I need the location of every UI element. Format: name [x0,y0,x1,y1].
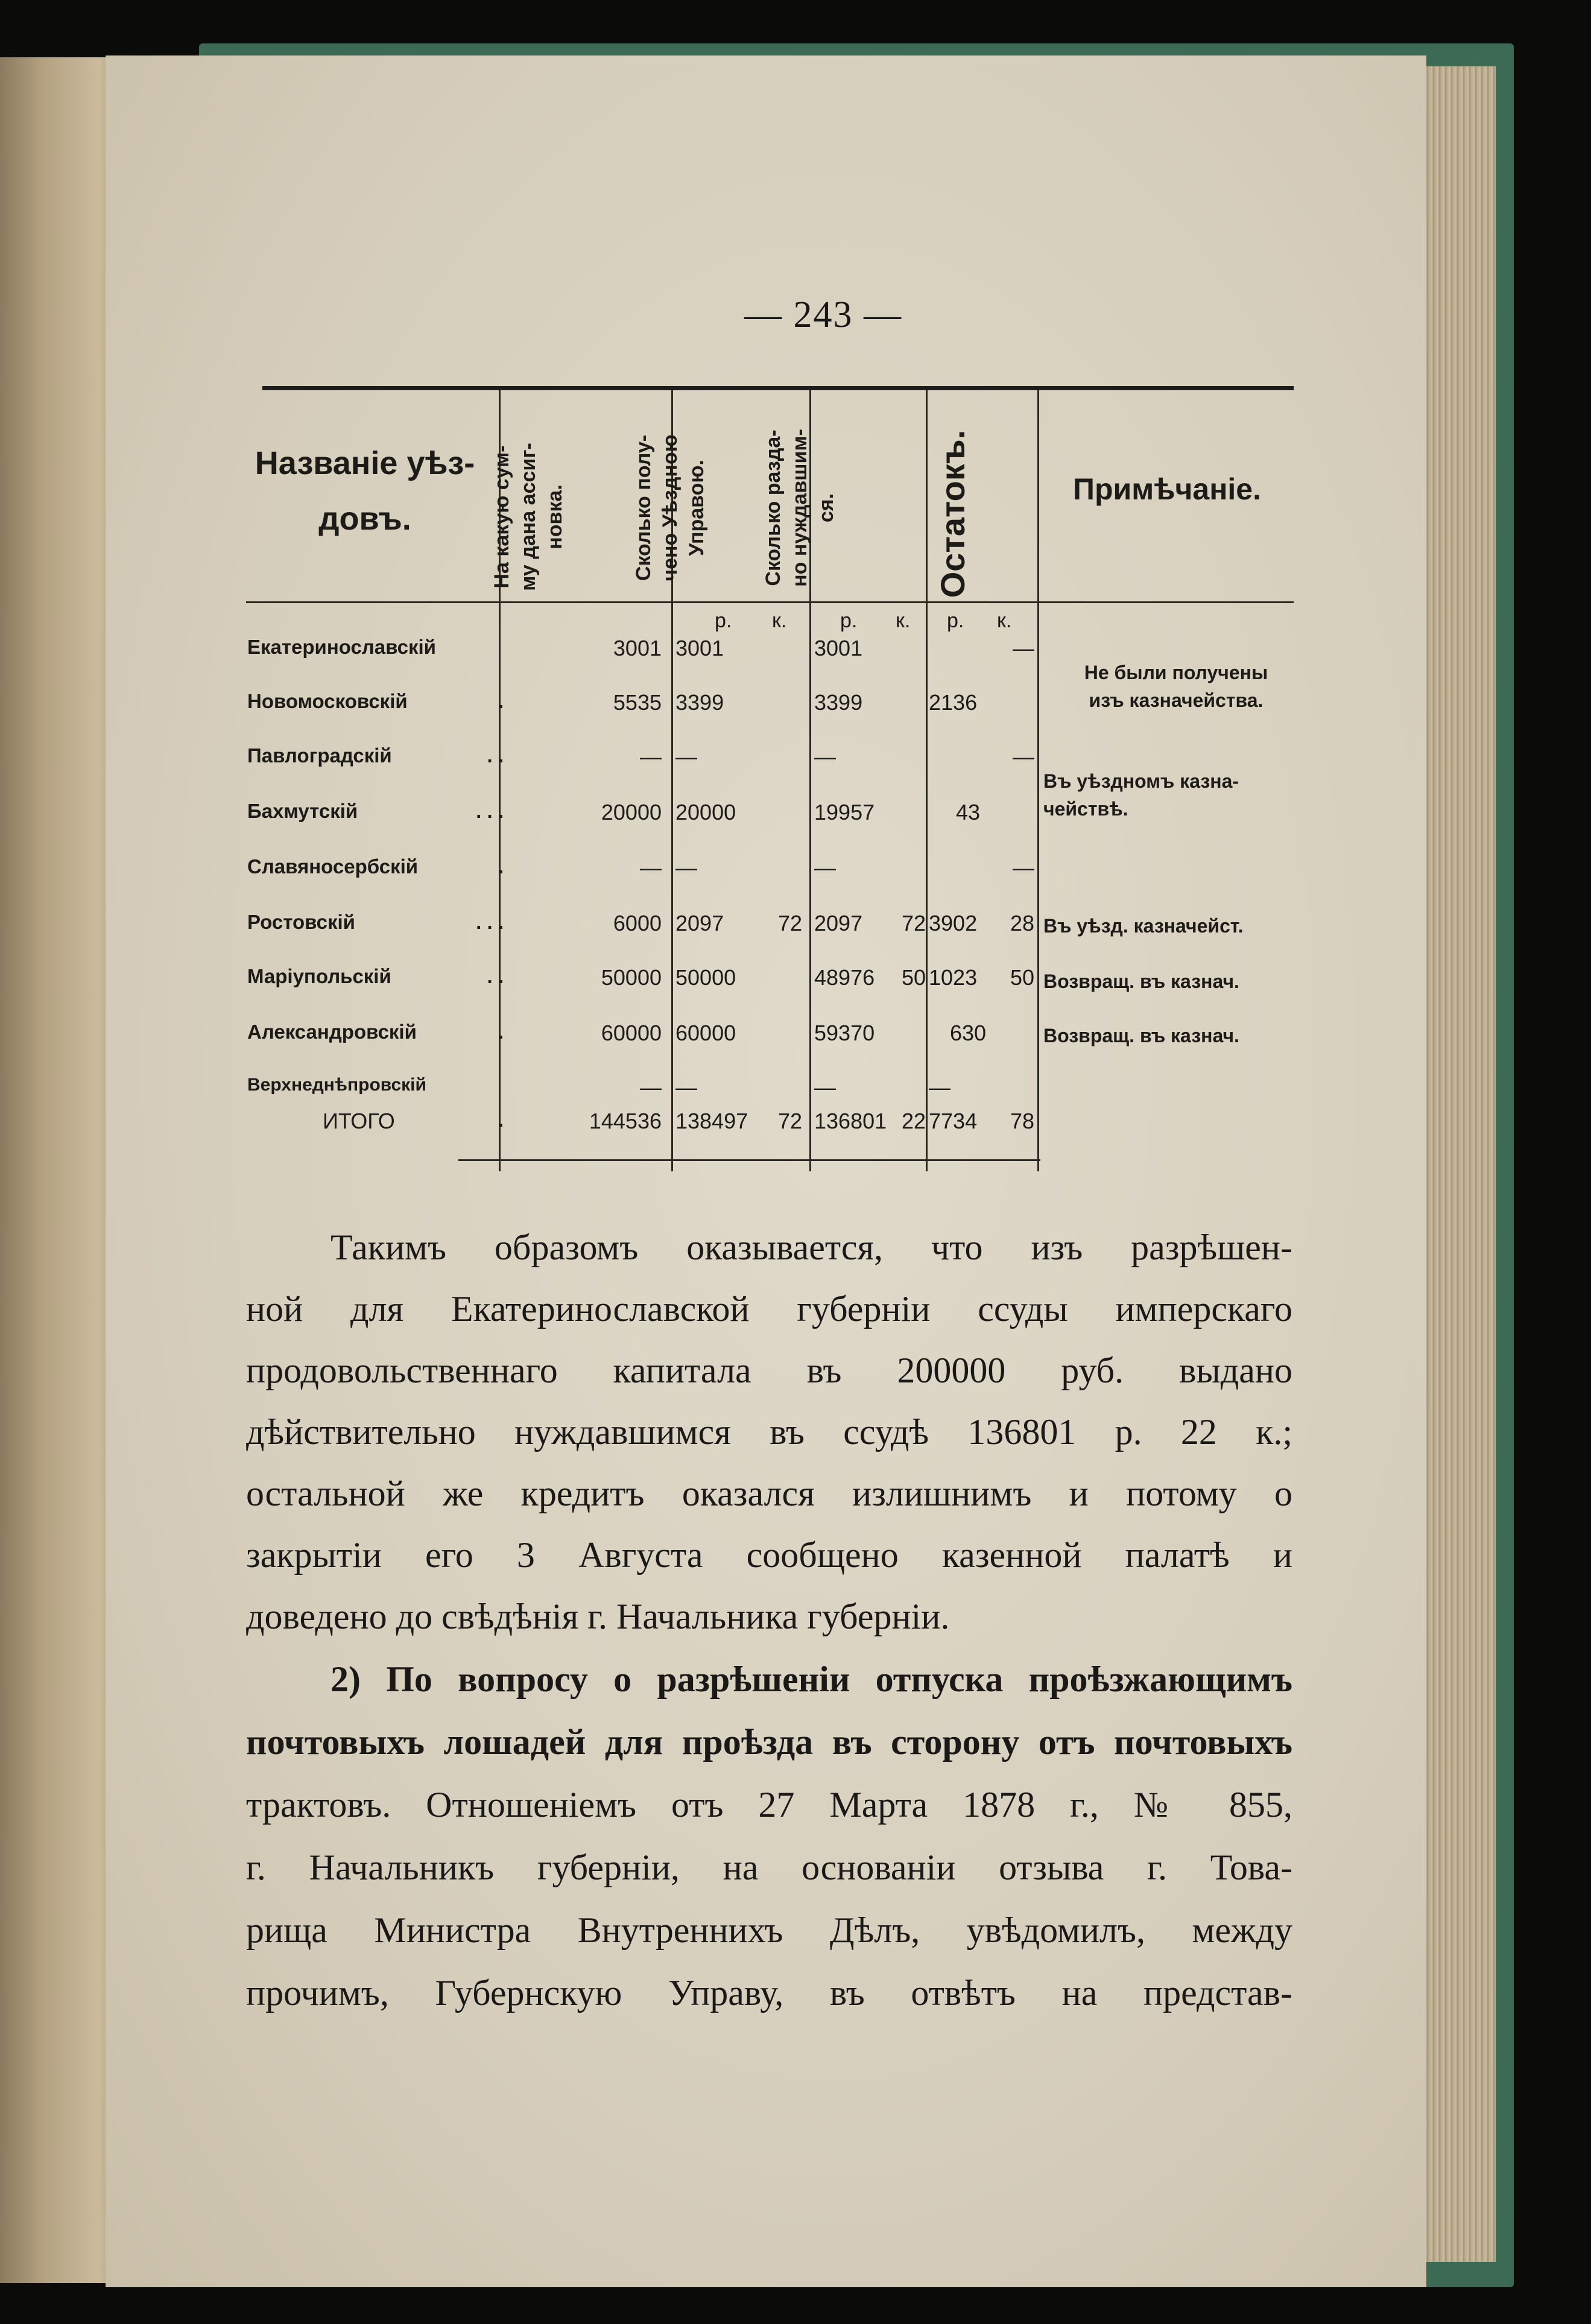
row-received-r: — [675,1075,697,1100]
row-distributed-r: 3001 [814,636,863,660]
row-dots: . [498,855,504,878]
row-dots: . . [487,744,504,767]
row-remainder-r: — [929,1075,950,1100]
page-number: — 243 — [744,294,902,335]
row-received-r: 3001 [675,636,724,660]
row-assigned: 50000 [601,965,662,990]
text-line: дѣйствительно нуждавшимся въ ссудѣ 136801 р. 22 к.; [246,1412,1292,1452]
book-page [106,55,1426,2287]
unit-received-r: р. [715,609,732,632]
row-name: Новомосковскій [247,690,408,712]
row-remainder-r: 43 [956,800,981,825]
row-name: Екатеринославскій [247,636,436,658]
row-distributed-k: 50 [901,965,926,990]
table-total-row [106,1109,1426,1151]
unit-distributed-k: к. [896,609,911,632]
row-distributed-r: 2097 [814,911,863,936]
text-line: прочимъ, Губернскую Управу, въ отвѣтъ на представ- [246,1973,1292,2013]
text-line: закрытіи его 3 Августа сообщено казенной палатѣ и [246,1535,1292,1575]
text-line: г. Начальникъ губерніи, на основаніи отзыва г. Това- [246,1847,1292,1887]
total-dots: . [498,1109,504,1131]
row-dots: . [498,690,504,712]
note-in-treasury [1043,767,1309,823]
row-dots: . [498,1021,504,1043]
text-line: Такимъ образомъ оказывается, что изъ разрѣшен- [331,1227,1292,1267]
header-district [241,435,489,546]
table-header-rule [246,601,1294,603]
row-assigned: 3001 [613,636,662,660]
row-remainder-k: 50 [1010,965,1034,990]
row-distributed-r: — [814,1075,836,1100]
total-received-r: 138497 [675,1109,748,1133]
row-assigned: — [640,855,662,880]
text-line: почтовыхъ лошадей для проѣзда въ сторону отъ почтовыхъ [246,1722,1292,1762]
total-assigned: 144536 [589,1109,662,1133]
page-stack-edges [1417,66,1496,2262]
text-line: 2) По вопросу о разрѣшеніи отпуска проѣзжающимъ [331,1659,1292,1699]
row-remainder-k: 28 [1010,911,1034,936]
total-remainder-k: 78 [1010,1109,1034,1133]
row-assigned: 6000 [613,911,662,936]
row-name: Александровскій [247,1021,417,1043]
header-district-line2: довъ. [318,501,411,537]
row-received-r: — [675,855,697,880]
header-received: Сколько полу- чено Уѣздною Управою. [632,434,708,581]
header-district-line1: Названіе уѣз- [255,445,475,481]
row-name: Маріупольскій [247,965,391,987]
row-name: Ростовскій [247,911,355,933]
row-received-r: 3399 [675,690,724,715]
note-line: чействѣ. [1043,798,1128,820]
row-remainder-r: 630 [950,1021,987,1045]
total-distributed-k: 22 [901,1109,926,1133]
total-received-k: 72 [777,1109,802,1133]
row-dots: . . . [476,800,504,822]
text-line: трактовъ. Отношеніемъ отъ 27 Марта 1878 г., № 855, [246,1785,1292,1825]
note-line: изъ казначейства. [1089,689,1264,711]
row-dots: . . [487,965,504,987]
row-distributed-k: 72 [901,911,926,936]
total-rule [458,1159,1040,1161]
header-remainder: Остатокъ. [934,429,972,598]
row-distributed-r: 48976 [814,965,875,990]
row-remainder-r: 2136 [929,690,978,715]
text-line: доведено до свѣдѣнія г. Начальника губерніи. [246,1597,950,1636]
unit-remainder-r: р. [947,609,964,632]
text-line: продовольственнаго капитала въ 200000 руб. выдано [246,1350,1292,1390]
row-distributed-r: — [814,744,836,769]
row-received-r: 60000 [675,1021,736,1045]
note-uezd-treasury: Въ уѣзд. казначейст. [1043,915,1244,937]
row-received-k: 72 [777,911,802,936]
total-distributed-r: 136801 [814,1109,887,1133]
row-received-r: 2097 [675,911,724,936]
text-line: остальной же кредитъ оказался излишнимъ и потому о [246,1474,1292,1513]
row-received-r: 50000 [675,965,736,990]
row-name: Славяносербскій [247,855,419,878]
note-returned: Возвращ. въ казнач. [1043,970,1239,992]
text-line: ной для Екатеринославской губерніи ссуды имперскаго [246,1289,1292,1329]
header-distributed: Сколько разда- но нуждавшим- ся. [762,429,838,587]
table-row [106,855,1426,898]
unit-received-k: к. [772,609,787,632]
note-line: Не были получены [1084,662,1268,683]
note-line: Въ уѣздномъ казна- [1043,770,1239,792]
row-assigned: — [640,1075,662,1100]
unit-distributed-r: р. [840,609,858,632]
row-assigned: — [640,744,662,769]
row-received-r: — [675,744,697,769]
row-assigned: 20000 [601,800,662,825]
row-distributed-r: 59370 [814,1021,875,1045]
row-remainder-r: 1023 [929,965,978,990]
header-note: Примѣчаніе. [1073,472,1261,506]
row-distributed-r: — [814,855,836,880]
row-received-r: 20000 [675,800,736,825]
text-line: рища Министра Внутреннихъ Дѣлъ, увѣдомилъ, между [246,1910,1292,1950]
row-assigned: 5535 [613,690,662,715]
row-remainder-r: 3902 [929,911,978,936]
row-distributed-r: 19957 [814,800,875,825]
row-name: Павлоградскій [247,744,392,767]
row-name: Верхнеднѣпровскій [247,1075,426,1095]
note-returned: Возвращ. въ казнач. [1043,1025,1239,1046]
paragraph-2 [246,1648,1292,2024]
row-dots: . . . [476,911,504,933]
row-name: Бахмутскій [247,800,358,822]
header-assigned: На какую сум- му дана ассиг- новка. [490,443,566,591]
row-remainder-k: — [1013,636,1034,660]
paragraph-1 [246,1217,1292,1647]
row-remainder-k: — [1013,744,1034,769]
unit-remainder-k: к. [997,609,1012,632]
row-remainder-k: — [1013,855,1034,880]
row-assigned: 60000 [601,1021,662,1045]
table-top-rule [262,386,1294,390]
total-remainder-r: 7734 [929,1109,978,1133]
row-distributed-r: 3399 [814,690,863,715]
note-not-received [1043,659,1309,714]
total-label: ИТОГО [323,1109,395,1133]
